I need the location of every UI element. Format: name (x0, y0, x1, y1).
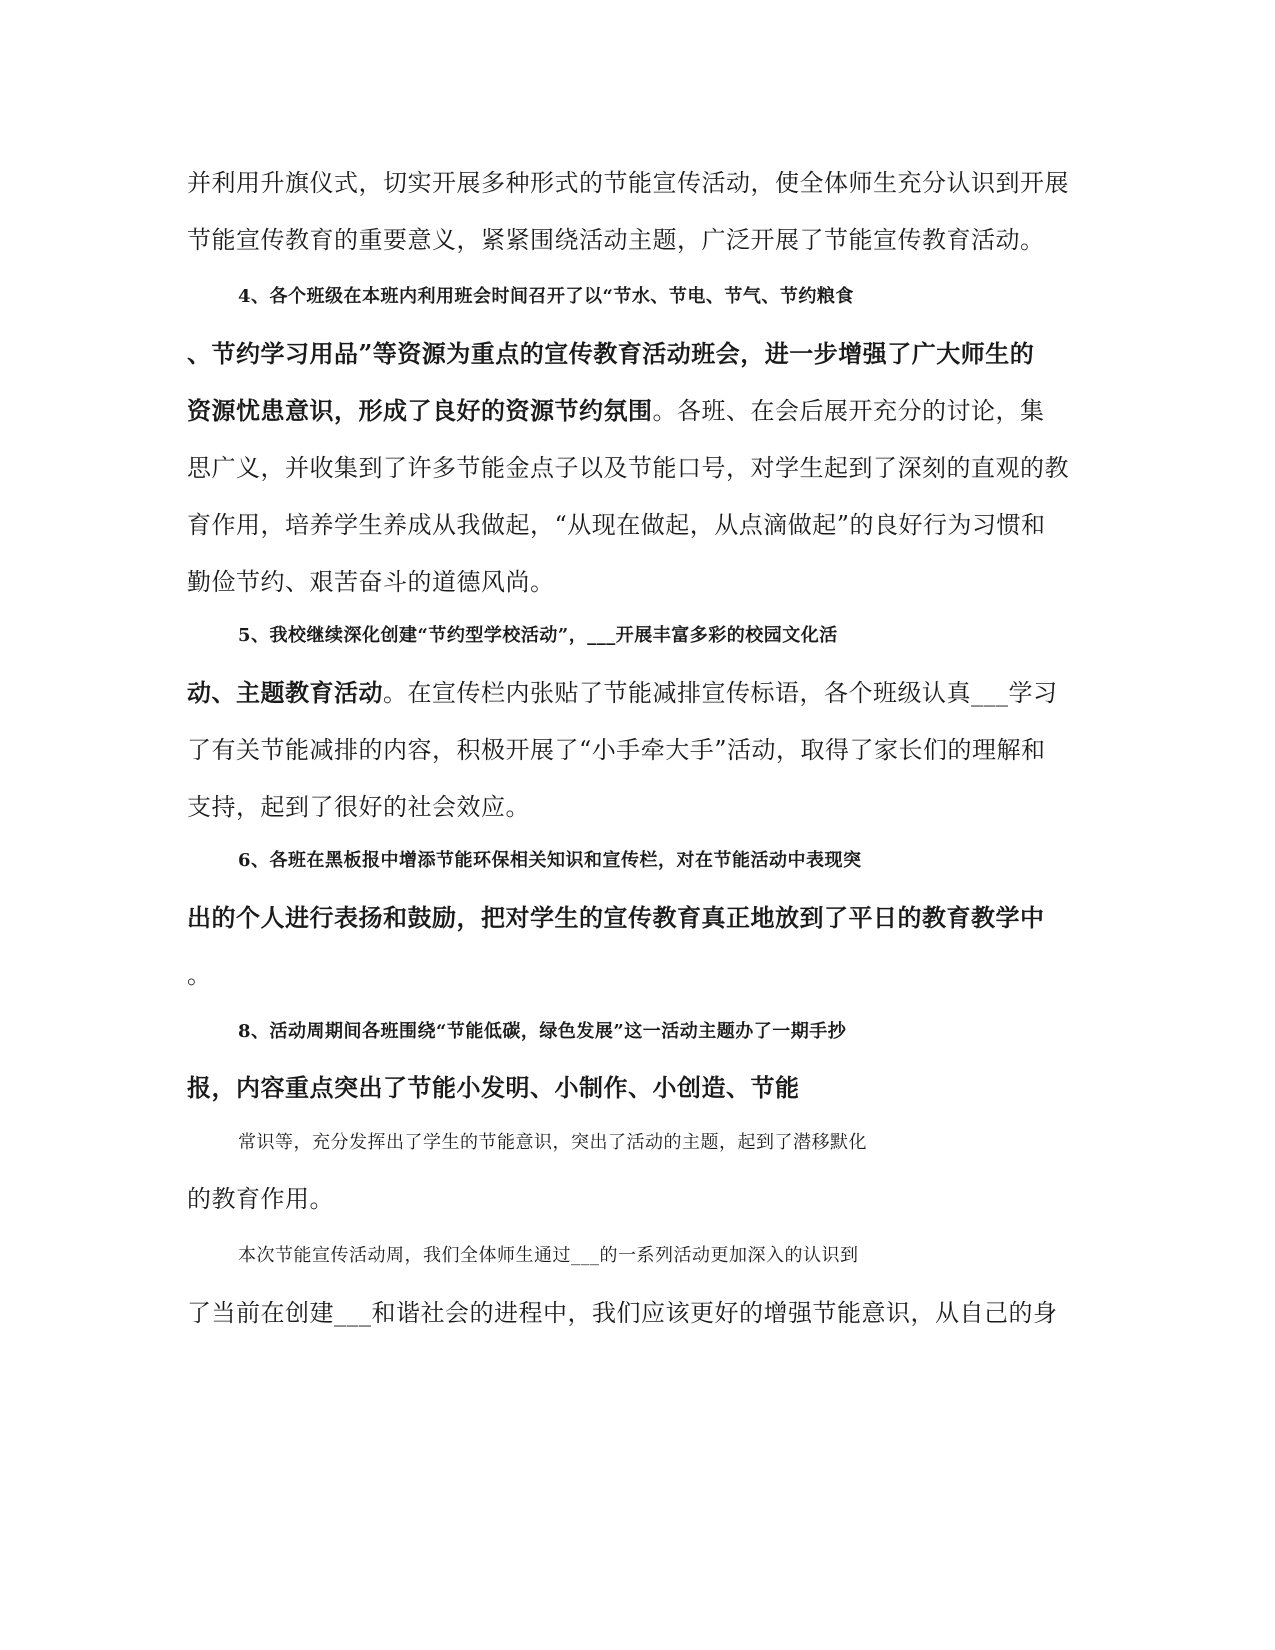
text-segment: 思广义，并收集到了许多节能金点子以及节能口号，对学生起到了深刻的直观的教 (187, 454, 1069, 482)
text-segment: 6、各班在黑板报中增添节能环保相关知识和宣传栏，对在节能活动中表现突 (238, 850, 862, 871)
text-segment: 了有关节能减排的内容，积极开展了“小手牵大手”活动，取得了家长们的理解和 (187, 736, 1046, 764)
text-line (238, 282, 1138, 312)
text-segment: 。在宣传栏内张贴了节能减排宣传标语，各个班级认真___学习 (383, 679, 1058, 707)
text-segment: 出的个人进行表扬和鼓励，把对学生的宣传教育真正地放到了平日的教育教学中 (187, 903, 1045, 932)
text-segment: 、节约学习用品”等资源为重点的宣传教育活动班会，进一步增强了广大师生的 (187, 339, 1035, 368)
text-segment: 资源忧患意识，形成了良好的资源节约氛围 (187, 396, 653, 425)
text-line (238, 621, 1138, 651)
text-line (238, 1128, 1138, 1158)
text-segment: 动、主题教育活动 (187, 678, 383, 707)
text-segment: 5、我校继续深化创建“节约型学校活动”，___开展丰富多彩的校园文化活 (238, 625, 838, 646)
text-line (187, 225, 1087, 255)
text-segment: 本次节能宣传活动周，我们全体师生通过___的一系列活动更加深入的认识到 (238, 1245, 859, 1266)
text-line (187, 678, 1087, 708)
text-segment: 。各班、在会后展开充分的讨论，集 (652, 397, 1045, 425)
text-line (187, 396, 1087, 426)
text-line (187, 510, 1087, 540)
text-line (187, 792, 1087, 822)
text-line (238, 1241, 1138, 1271)
text-line (187, 960, 1087, 990)
text-segment: 8、活动周期间各班围绕“节能低碳，绿色发展”这一活动主题办了一期手抄 (238, 1021, 847, 1042)
text-line (187, 903, 1087, 933)
text-segment: 育作用，培养学生养成从我做起，“从现在做起，从点滴做起”的良好行为习惯和 (187, 511, 1046, 539)
text-line (187, 735, 1087, 765)
text-line (187, 1184, 1087, 1214)
text-segment: 并利用升旗仪式，切实开展多种形式的节能宣传活动，使全体师生充分认识到开展 (187, 169, 1069, 197)
text-segment: 4、各个班级在本班内利用班会时间召开了以“节水、节电、节气、节约粮食 (238, 286, 854, 307)
text-line (187, 1073, 1087, 1103)
text-segment: 报，内容重点突出了节能小发明、小制作、小创造、节能 (187, 1073, 800, 1102)
text-line (238, 846, 1138, 876)
text-line (187, 453, 1087, 483)
text-segment: 节能宣传教育的重要意义，紧紧围绕活动主题，广泛开展了节能宣传教育活动。 (187, 226, 1045, 254)
text-segment: 。 (187, 961, 212, 989)
text-segment: 了当前在创建___和谐社会的进程中，我们应该更好的增强节能意识，从自己的身 (187, 1299, 1058, 1327)
text-line (187, 339, 1087, 369)
text-segment: 勤俭节约、艰苦奋斗的道德风尚。 (187, 568, 555, 596)
text-line (238, 1017, 1138, 1047)
text-line (187, 168, 1087, 198)
text-line (187, 567, 1087, 597)
text-segment: 常识等，充分发挥出了学生的节能意识，突出了活动的主题，起到了潜移默化 (238, 1132, 867, 1153)
text-segment: 的教育作用。 (187, 1185, 334, 1213)
text-segment: 支持，起到了很好的社会效应。 (187, 793, 530, 821)
text-line (187, 1298, 1087, 1328)
